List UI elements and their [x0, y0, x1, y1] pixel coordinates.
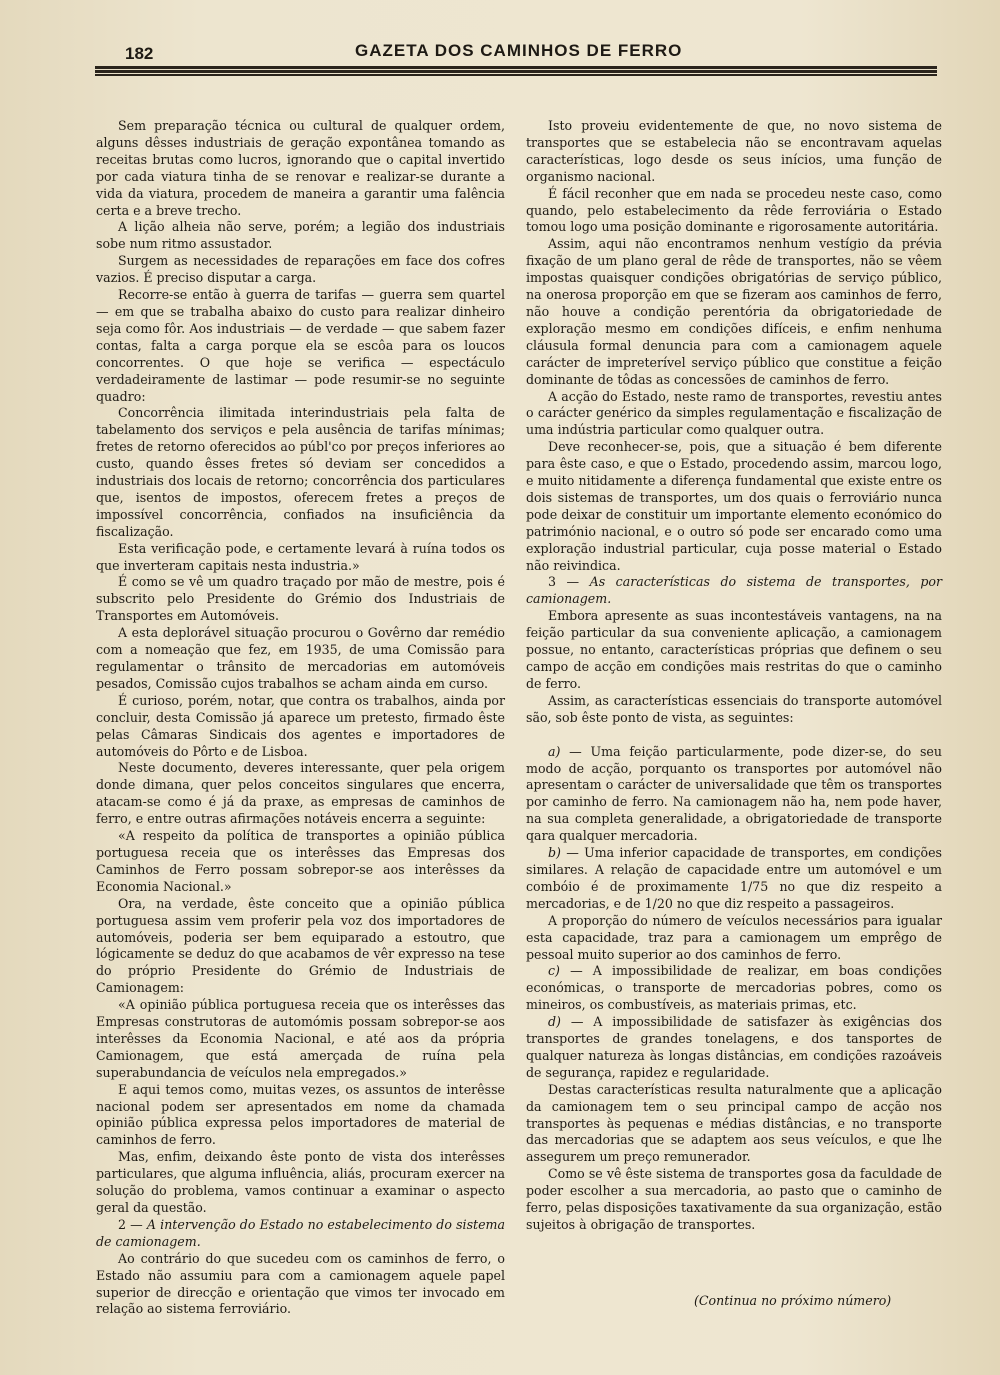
quote-paragraph: «A opinião pública portuguesa receia que os interêsses das Empresas construtoras de automómis possam sobrepor-se aos interêsses da Economia Nacional, e até aos da própria Camionagem, que está amerçada de ruína pela superabundancia de veículos nela empregados.»: [96, 997, 505, 1080]
paragraph: É fácil reconher que em nada se procedeu neste caso, como quando, pelo estabelecimento da rêde ferroviária o Estado tomou logo uma posição dominante e rigorosamente autoritária.: [526, 185, 942, 235]
paragraph: Neste documento, deveres interessante, quer pela origem donde dimana, quer pelos conceitos singulares que encerra, atacam-se como é já da praxe, as empresas de caminhos de ferro, e entre outras afirmações notáveis encerra a seguinte:: [96, 760, 505, 827]
paragraph: Recorre-se então à guerra de tarifas — guerra sem quartel — em que se trabalha abaixo do custo para realizar dinheiro seja como fôr. Aos industriais — de verdade — que sabem fazer contas, falta a carga porque ela se escôa para os loucos concorrentes. O que hoje se verifica — espectáculo verdadeiramente de lastimar — pode resumir-se no seguinte quadro:: [96, 287, 505, 404]
paragraph: A proporção do número de veículos necessários para igualar esta capacidade, traz para a camionagem um emprêgo de pessoal muito superior ao dos caminhos de ferro.: [526, 912, 942, 962]
header-rule: [95, 66, 937, 76]
paragraph: Esta verificação pode, e certamente levará à ruína todos os que inverteram capitais nesta industria.»: [96, 540, 505, 573]
section-number: 2 —: [118, 1216, 143, 1232]
right-column: [526, 118, 942, 1234]
paragraph: A lição alheia não serve, porém; a legião dos industriais sobe num ritmo assustador.: [96, 219, 505, 252]
paragraph: E aqui temos como, muitas vezes, os assuntos de interêsse nacional podem ser apresentados em nome da chamada opinião pública expressa pelos importadores de material de caminhos de ferro.: [96, 1081, 505, 1148]
section-title: A intervenção do Estado no estabelecimento do sistema de camionagem.: [96, 1216, 505, 1249]
paragraph: Ao contrário do que sucedeu com os caminhos de ferro, o Estado não assumiu para com a camionagem aquele papel superior de direcção e orientação que vimos ter invocado em relação ao sistema ferroviário.: [96, 1250, 505, 1317]
paragraph: A acção do Estado, neste ramo de transportes, revestiu antes o carácter genérico da simples regulamentação e fiscalização de uma indústria particular como qualquer outra.: [526, 388, 942, 438]
paragraph: Ora, na verdade, êste conceito que a opinião pública portuguesa assim vem proferir pela voz dos importadores de automóveis, poderia ser bem equiparado a estoutro, que lógicamente se deduz do que acabamos de vêr expresso na tese do próprio Presidente do Grémio de Industriais de Camionagem:: [96, 895, 505, 996]
paragraph: Deve reconhecer-se, pois, que a situação é bem diferente para êste caso, e que o Estado, procedendo assim, marcou logo, e muito nitidamente a diferença fundamental que existe entre os dois sistemas de transportes, um dos quais o ferroviário nunca pode deixar de constituir um importante elemento económico do património nacional, e o outro só pode ser encarado como uma exploração industrial particular, cuja posse material o Estado não reivindica.: [526, 439, 942, 573]
section-heading-3: [526, 574, 942, 608]
paragraph: É curioso, porém, notar, que contra os trabalhos, ainda por concluir, desta Comissão já aparece um pretesto, firmado êste pelas Câmaras Sindicais dos agentes e importadores de automóveis do Pôrto e de Lisboa.: [96, 692, 505, 759]
list-item: [526, 845, 942, 913]
paragraph: A esta deplorável situação procurou o Govêrno dar remédio com a nomeação que fez, em 1935, de uma Comissão para regulamentar o trânsito de mercadorias em automóveis pesados, Comissão cujos trabalhos se acham ainda em curso.: [96, 625, 505, 691]
left-column: [96, 118, 505, 1318]
page-number: 182: [125, 44, 154, 63]
paragraph: Concorrência ilimitada interindustriais pela falta de tabelamento dos serviços e pela ausência de tarifas mínimas; fretes de retorno oferecidos ao públ'co por preços inferiores ao custo, quando êsses fretes só deviam ser concedidos a industriais dos locais de retorno; concorrência dos particulares que, isentos de impostos, oferecem fretes a preços de impossível concorrência, confiados na insuficiência da fiscalização.: [96, 405, 505, 539]
list-item-text: A impossibilidade de realizar, em boas condições económicas, o transporte de mercadorias pobres, como os mineiros, os combustíveis, as materiais primas, etc.: [526, 963, 942, 1013]
list-item-label: d) —: [548, 1014, 584, 1030]
paragraph: Surgem as necessidades de reparações em face dos cofres vazios. É preciso disputar a carga.: [96, 253, 505, 286]
list-item-label: b) —: [548, 845, 579, 861]
page-header: [95, 38, 937, 68]
section-heading-2: [96, 1217, 505, 1251]
paragraph: É como se vê um quadro traçado por mão de mestre, pois é subscrito pelo Presidente do Grémio dos Industriais de Transportes em Automóveis.: [96, 574, 505, 624]
list-item: [526, 963, 942, 1014]
list-item-label: c) —: [548, 963, 583, 979]
list-item: [526, 1014, 942, 1082]
paragraph: Assim, aqui não encontramos nenhum vestígio da prévia fixação de um plano geral de rêde de transportes, não se vêem impostas quaisquer condições obrigatórias de serviço público, na onerosa proporção em que se fizeram aos caminhos de ferro, não houve a condição perentória da obrigatoriedade de exploração mesmo em condições difíceis, e enfim nenhuma cláusula formal denuncia para com a camionagem aquele carácter de impreterível serviço público que constitue a feição dominante de tôdas as concessões de caminhos de ferro.: [526, 236, 942, 387]
list-item-text: A impossibilidade de satisfazer às exigências dos transportes de grandes tonelagens, e dos tansportes de qualquer natureza às longas distâncias, em condições razoáveis de segurança, rapidez e regularidade.: [526, 1014, 942, 1080]
section-title: As características do sistema de transportes, por camionagem.: [526, 574, 942, 607]
section-number: 3 —: [548, 574, 580, 590]
paragraph: Como se vê êste sistema de transportes gosa da faculdade de poder escolher a sua mercadoria, ao pasto que o caminho de ferro, pelas disposições taxativamente da sua organização, estão sujeitos à obrigação de transportes.: [526, 1166, 942, 1232]
list-item-text: Uma feição particularmente, pode dizer-se, do seu modo de acção, porquanto os transportes por automóvel não apresentam o carácter de universalidade que têm os transportes por caminho de ferro. Na camionagem não ha, nem pode haver, na sua completa generalidade, a obrigatoriedade de transporte qara qualquer mercadoria.: [526, 743, 942, 844]
continuation-note: (Continua no próximo número): [694, 1293, 892, 1308]
list-item: [526, 744, 942, 845]
list-item-label: a) —: [548, 743, 582, 759]
paragraph: Destas características resulta naturalmente que a aplicação da camionagem tem o seu principal campo de acção nos transportes às pequenas e médias distâncias, e no transporte das mercadorias que se adaptem aos seus veículos, e que lhe assegurem um preço remunerador.: [526, 1081, 942, 1165]
paragraph: Sem preparação técnica ou cultural de qualquer ordem, alguns dêsses industriais de geração expontânea tomando as receitas brutas como lucros, ignorando que o capital invertido por cada viatura tinha de se renovar e realizar-se durante a vida da viatura, procedem de maneira a garantir uma falência certa e a breve trecho.: [96, 118, 505, 218]
paragraph: Mas, enfim, deixando êste ponto de vista dos interêsses particulares, que alguma influência, aliás, procuram exercer na solução do problema, vamos continuar a examinar o aspecto geral da questão.: [96, 1149, 505, 1215]
quote-paragraph: «A respeito da política de transportes a opinião pública portuguesa receia que os interêsses das Empresas dos Caminhos de Ferro possam sobrepor-se aos interêsses da Economia Nacional.»: [96, 828, 505, 894]
list-item-text: Uma inferior capacidade de transportes, em condições similares. A relação de capacidade entre um automóvel e um combóio é de proximamente 1/75 no que diz respeito a mercadorias, e de 1/20 no que diz respeito a passageiros.: [526, 845, 942, 911]
journal-title: GAZETA DOS CAMINHOS DE FERRO: [355, 41, 683, 60]
paragraph: Isto proveiu evidentemente de que, no novo sistema de transportes que se estabelecia não se encontravam aquelas características, logo desde os seus inícios, uma função de organismo nacional.: [526, 118, 942, 184]
paragraph: Embora apresente as suas incontestáveis vantagens, na na feição particular da sua conveniente aplicação, a camionagem possue, no entanto, características próprias que definem o seu campo de acção em condições mais restritas do que o caminho de ferro.: [526, 608, 942, 691]
paragraph: Assim, as características essenciais do transporte automóvel são, sob êste ponto de vista, as seguintes:: [526, 692, 942, 725]
